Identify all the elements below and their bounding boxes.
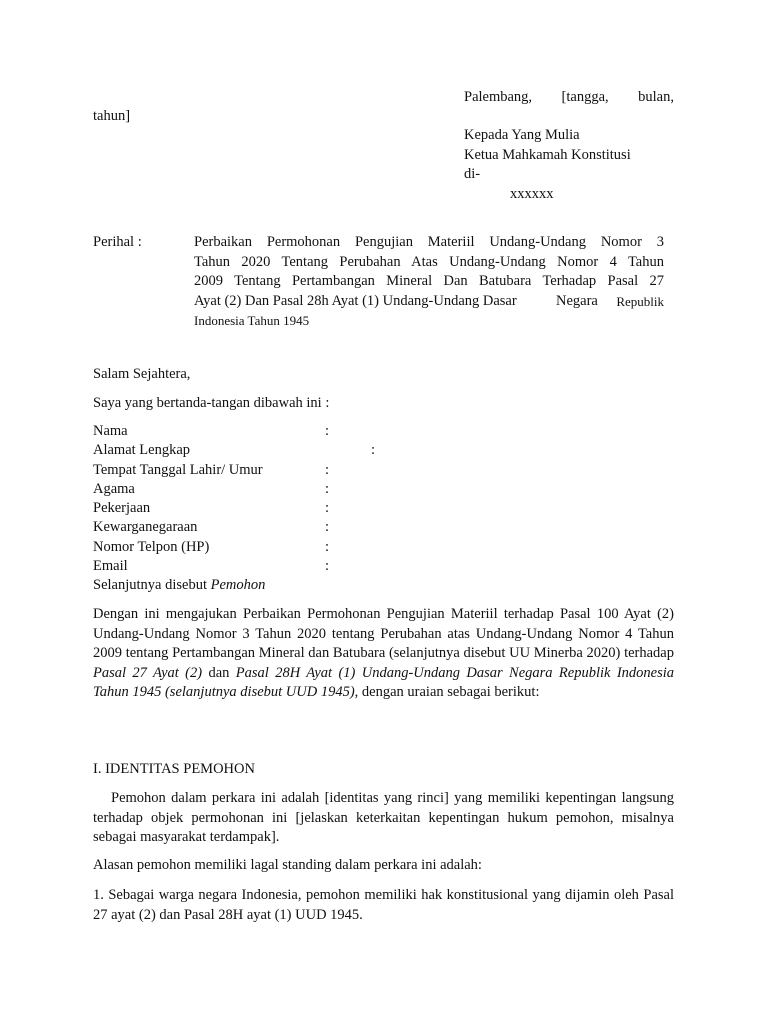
- field-label: Nomor Telpon (HP): [93, 539, 210, 555]
- field-label: Pekerjaan: [93, 500, 151, 516]
- field-row-telpon: [93, 538, 393, 558]
- intro-line: Saya yang bertanda-tangan dibawah ini :: [93, 395, 330, 411]
- perihal-line: 2009 Tentang Pertambangan Mineral Dan Batubara Terhadap Pasal 27: [194, 273, 664, 289]
- request-text: Dengan ini mengajukan Perbaikan Permohonan Pengujian Materiil terhadap Pasal 100 Ayat (2) Undang-Undang Nomor 3 Tahun 2020 tentang Perubahan atas Undang-Undang Nomor 4 Tahun 2009 tentang Pertambangan Mineral dan Batubara (selanjutnya disebut UU Minerba 2020) terhadap: [93, 606, 674, 661]
- place-date-tail: tahun]: [93, 108, 131, 124]
- field-colon: :: [325, 462, 330, 478]
- selanjutnya-emphasis: Pemohon: [210, 577, 266, 593]
- request-paragraph: [93, 605, 674, 703]
- field-label: Tempat Tanggal Lahir/ Umur: [93, 462, 263, 478]
- section-paragraph: Pemohon dalam perkara ini adalah [identitas yang rinci] yang memiliki kepentingan langsung terhadap objek permohonan ini [jelaskan keterkaitan kepentingan hukum pemohon, misalnya sebagai masyarakat terdampak].: [93, 790, 674, 845]
- field-colon: :: [325, 519, 330, 535]
- perihal-negara: Negara: [556, 292, 598, 309]
- field-colon: :: [325, 423, 330, 439]
- field-colon: :: [325, 481, 330, 497]
- request-italic: Pasal 28H Ayat (1) Undang-Undang Dasar Negara Republik Indonesia Tahun 1945 (selanjutnya disebut UUD 1945): [93, 664, 675, 700]
- field-label: Email: [93, 558, 128, 574]
- section-paragraph: Alasan pemohon memiliki lagal standing dalam perkara ini adalah:: [93, 857, 482, 873]
- field-label: Nama: [93, 423, 128, 439]
- field-colon: :: [325, 558, 330, 574]
- field-row-ttl: [93, 461, 393, 481]
- field-label: Alamat Lengkap: [93, 442, 191, 458]
- greeting: Salam Sejahtera,: [93, 366, 191, 382]
- perihal-line: Perbaikan Permohonan Pengujian Materiil Undang-Undang Nomor 3: [194, 234, 664, 250]
- field-row-agama: [93, 480, 393, 500]
- section-paragraph: 1. Sebagai warga negara Indonesia, pemohon memiliki hak konstitusional yang dijamin oleh Pasal 27 ayat (2) dan Pasal 28H ayat (1) UUD 1945.: [93, 887, 674, 923]
- recipient-line: Kepada Yang Mulia: [464, 127, 580, 143]
- perihal-line: Tahun 2020 Tentang Perubahan Atas Undang-Undang Nomor 4 Tahun: [194, 253, 664, 270]
- perihal-content: [194, 233, 664, 331]
- perihal-label: Perihal :: [93, 234, 142, 250]
- request-text: , dengan uraian sebagai berikut:: [354, 684, 540, 700]
- perihal-line-text: Ayat (2) Dan Pasal 28h Ayat (1) Undang-Undang Dasar: [194, 292, 517, 309]
- field-colon: :: [371, 442, 376, 458]
- field-colon: :: [325, 500, 330, 516]
- perihal-line: Indonesia Tahun 1945: [194, 313, 310, 328]
- request-italic: Pasal 27 Ayat (2): [93, 664, 203, 681]
- perihal-republik: Republik: [616, 293, 664, 309]
- recipient-line: di-: [464, 166, 481, 182]
- selanjutnya-text: Selanjutnya disebut: [93, 577, 211, 593]
- request-text: dan: [202, 664, 236, 681]
- field-colon: :: [325, 539, 330, 555]
- field-row-email: [93, 557, 393, 577]
- field-label: Kewarganegaraan: [93, 519, 198, 535]
- recipient-block: [464, 126, 631, 185]
- field-row-alamat: [93, 441, 393, 461]
- perihal-line: [194, 292, 664, 312]
- section-heading: I. IDENTITAS PEMOHON: [93, 761, 255, 777]
- field-row-kewarganegaraan: [93, 518, 393, 538]
- recipient-line: Ketua Mahkamah Konstitusi: [464, 146, 631, 163]
- field-row-nama: [93, 422, 393, 442]
- place-date-line: Palembang, [tangga, bulan,: [464, 89, 674, 105]
- field-row-pekerjaan: [93, 499, 393, 519]
- selanjutnya-line: [93, 576, 265, 596]
- recipient-location: xxxxxx: [510, 186, 554, 202]
- field-label: Agama: [93, 481, 135, 497]
